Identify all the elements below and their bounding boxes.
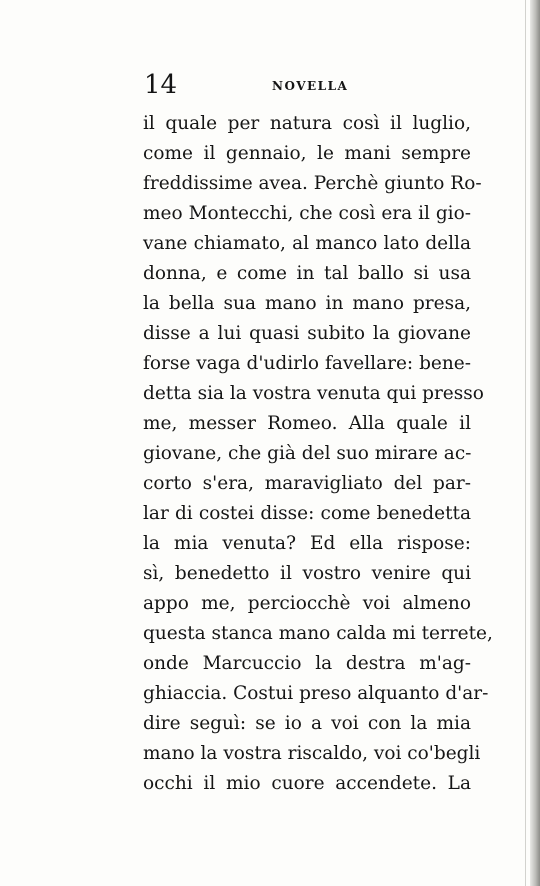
text-line: corto s'era, maravigliato del par- xyxy=(143,473,471,494)
text-line: sì, benedetto il vostro venire qui xyxy=(143,563,471,584)
text-line: freddissime avea. Perchè giunto Ro- xyxy=(143,173,482,194)
text-line: disse a lui quasi subito la giovane xyxy=(143,323,471,344)
text-line: donna, e come in tal ballo si usa xyxy=(143,263,471,284)
text-line: vane chiamato, al manco lato della xyxy=(143,233,471,254)
binding-shadow-line xyxy=(525,0,526,886)
text-line: occhi il mio cuore accendete. La xyxy=(143,773,471,794)
text-line: forse vaga d'udirlo favellare: bene- xyxy=(143,353,471,374)
text-line: detta sia la vostra venuta qui presso xyxy=(143,383,484,404)
text-line: lar di costei disse: come benedetta xyxy=(143,503,471,524)
text-line: meo Montecchi, che così era il gio- xyxy=(143,203,471,224)
text-line: me, messer Romeo. Alla quale il xyxy=(143,413,471,434)
text-line: onde Marcuccio la destra m'ag- xyxy=(143,653,471,674)
text-line: giovane, che già del suo mirare ac- xyxy=(143,443,472,464)
text-line: questa stanca mano calda mi terrete, xyxy=(143,623,493,644)
text-line: come il gennaio, le mani sempre xyxy=(143,143,471,164)
running-head: NOVELLA xyxy=(272,79,349,93)
text-line: dire seguì: se io a voi con la mia xyxy=(143,713,471,734)
text-line: mano la vostra riscaldo, voi co'begli xyxy=(143,743,481,764)
text-line: la bella sua mano in mano presa, xyxy=(143,293,471,314)
page-binding-edge xyxy=(530,0,540,886)
text-line: ghiaccia. Costui preso alquanto d'ar- xyxy=(143,683,489,704)
text-line: il quale per natura così il luglio, xyxy=(143,113,471,134)
text-line: la mia venuta? Ed ella rispose: xyxy=(143,533,471,554)
body-text xyxy=(143,109,493,799)
page-number: 14 xyxy=(144,70,178,100)
text-line: appo me, perciocchè voi almeno xyxy=(143,593,471,614)
